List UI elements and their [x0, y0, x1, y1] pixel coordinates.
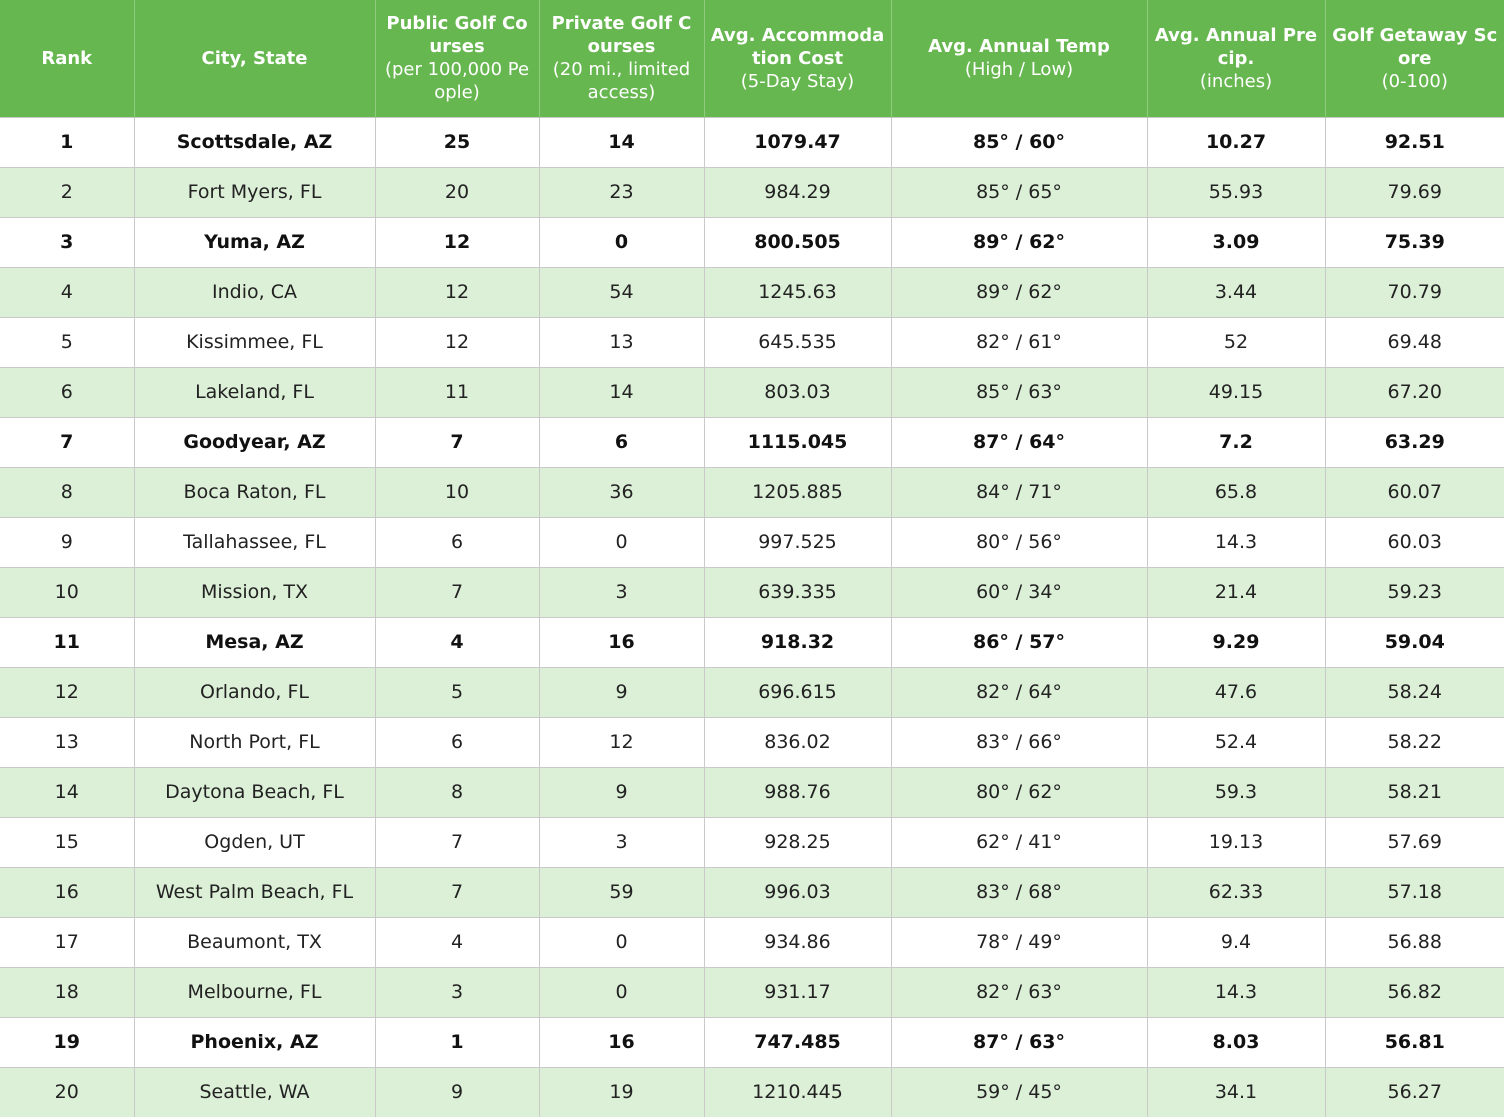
table-row [0, 267, 1504, 317]
public-courses-cell: 7 [375, 567, 539, 617]
rank-cell: 8 [0, 467, 134, 517]
private-courses-cell: 0 [539, 917, 704, 967]
rank-cell: 6 [0, 367, 134, 417]
header-annual-temp: Avg. Annual Temp (High / Low) [891, 0, 1147, 117]
city-cell: Ogden, UT [134, 817, 375, 867]
city-cell: Scottsdale, AZ [134, 117, 375, 167]
score-cell: 79.69 [1325, 167, 1504, 217]
private-courses-cell: 23 [539, 167, 704, 217]
city-cell: Daytona Beach, FL [134, 767, 375, 817]
rank-cell: 13 [0, 717, 134, 767]
rank-cell: 11 [0, 617, 134, 667]
table-row [0, 667, 1504, 717]
city-cell: Boca Raton, FL [134, 467, 375, 517]
city-cell: Yuma, AZ [134, 217, 375, 267]
accommodation-cost-cell: 747.485 [704, 1017, 891, 1067]
precip-cell: 65.8 [1147, 467, 1325, 517]
public-courses-cell: 5 [375, 667, 539, 717]
accommodation-cost-cell: 931.17 [704, 967, 891, 1017]
table-row [0, 967, 1504, 1017]
rank-cell: 4 [0, 267, 134, 317]
city-cell: Kissimmee, FL [134, 317, 375, 367]
city-cell: Orlando, FL [134, 667, 375, 717]
table-row [0, 867, 1504, 917]
temp-cell: 60° / 34° [891, 567, 1147, 617]
city-cell: Goodyear, AZ [134, 417, 375, 467]
precip-cell: 7.2 [1147, 417, 1325, 467]
precip-cell: 3.09 [1147, 217, 1325, 267]
private-courses-cell: 16 [539, 1017, 704, 1067]
precip-cell: 49.15 [1147, 367, 1325, 417]
temp-cell: 85° / 65° [891, 167, 1147, 217]
precip-cell: 59.3 [1147, 767, 1325, 817]
table-row [0, 767, 1504, 817]
public-courses-cell: 12 [375, 217, 539, 267]
city-cell: Beaumont, TX [134, 917, 375, 967]
table-row [0, 517, 1504, 567]
rank-cell: 10 [0, 567, 134, 617]
temp-cell: 62° / 41° [891, 817, 1147, 867]
city-cell: Mesa, AZ [134, 617, 375, 667]
temp-cell: 83° / 66° [891, 717, 1147, 767]
city-cell: Lakeland, FL [134, 367, 375, 417]
header-subtitle: (High / Low) [964, 59, 1074, 81]
score-cell: 69.48 [1325, 317, 1504, 367]
public-courses-cell: 10 [375, 467, 539, 517]
accommodation-cost-cell: 645.535 [704, 317, 891, 367]
table-row [0, 1067, 1504, 1117]
precip-cell: 55.93 [1147, 167, 1325, 217]
table-row [0, 467, 1504, 517]
rank-cell: 17 [0, 917, 134, 967]
precip-cell: 47.6 [1147, 667, 1325, 717]
rank-cell: 16 [0, 867, 134, 917]
precip-cell: 9.4 [1147, 917, 1325, 967]
private-courses-cell: 0 [539, 517, 704, 567]
header-subtitle: (0-100) [1381, 70, 1448, 92]
temp-cell: 80° / 62° [891, 767, 1147, 817]
rank-cell: 19 [0, 1017, 134, 1067]
header-subtitle: (20 mi., limited access) [552, 59, 691, 104]
header-public-courses: Public Golf Courses (per 100,000 People) [375, 0, 539, 117]
accommodation-cost-cell: 803.03 [704, 367, 891, 417]
public-courses-cell: 12 [375, 317, 539, 367]
score-cell: 58.21 [1325, 767, 1504, 817]
accommodation-cost-cell: 934.86 [704, 917, 891, 967]
table-header [0, 0, 1504, 117]
rank-cell: 18 [0, 967, 134, 1017]
table-row [0, 817, 1504, 867]
private-courses-cell: 59 [539, 867, 704, 917]
temp-cell: 59° / 45° [891, 1067, 1147, 1117]
precip-cell: 19.13 [1147, 817, 1325, 867]
precip-cell: 14.3 [1147, 517, 1325, 567]
temp-cell: 82° / 64° [891, 667, 1147, 717]
private-courses-cell: 19 [539, 1067, 704, 1117]
accommodation-cost-cell: 918.32 [704, 617, 891, 667]
public-courses-cell: 6 [375, 517, 539, 567]
private-courses-cell: 12 [539, 717, 704, 767]
score-cell: 56.82 [1325, 967, 1504, 1017]
private-courses-cell: 13 [539, 317, 704, 367]
precip-cell: 21.4 [1147, 567, 1325, 617]
table-row [0, 367, 1504, 417]
header-accommodation-cost: Avg. Accommodation Cost (5-Day Stay) [704, 0, 891, 117]
score-cell: 59.23 [1325, 567, 1504, 617]
rank-cell: 20 [0, 1067, 134, 1117]
private-courses-cell: 3 [539, 817, 704, 867]
score-cell: 57.18 [1325, 867, 1504, 917]
private-courses-cell: 6 [539, 417, 704, 467]
public-courses-cell: 11 [375, 367, 539, 417]
score-cell: 56.81 [1325, 1017, 1504, 1067]
accommodation-cost-cell: 1205.885 [704, 467, 891, 517]
header-private-courses: Private Golf Courses (20 mi., limited access) [539, 0, 704, 117]
score-cell: 56.88 [1325, 917, 1504, 967]
score-cell: 60.07 [1325, 467, 1504, 517]
rank-cell: 7 [0, 417, 134, 467]
table-row [0, 317, 1504, 367]
precip-cell: 52.4 [1147, 717, 1325, 767]
precip-cell: 52 [1147, 317, 1325, 367]
private-courses-cell: 9 [539, 767, 704, 817]
temp-cell: 80° / 56° [891, 517, 1147, 567]
table-row [0, 167, 1504, 217]
precip-cell: 3.44 [1147, 267, 1325, 317]
table-body [0, 117, 1504, 1117]
table-row [0, 917, 1504, 967]
accommodation-cost-cell: 988.76 [704, 767, 891, 817]
rank-cell: 15 [0, 817, 134, 867]
public-courses-cell: 3 [375, 967, 539, 1017]
city-cell: Melbourne, FL [134, 967, 375, 1017]
score-cell: 56.27 [1325, 1067, 1504, 1117]
accommodation-cost-cell: 984.29 [704, 167, 891, 217]
score-cell: 58.22 [1325, 717, 1504, 767]
public-courses-cell: 6 [375, 717, 539, 767]
accommodation-cost-cell: 800.505 [704, 217, 891, 267]
private-courses-cell: 3 [539, 567, 704, 617]
temp-cell: 89° / 62° [891, 267, 1147, 317]
rank-cell: 2 [0, 167, 134, 217]
temp-cell: 85° / 63° [891, 367, 1147, 417]
table-row [0, 1017, 1504, 1067]
temp-cell: 84° / 71° [891, 467, 1147, 517]
private-courses-cell: 54 [539, 267, 704, 317]
header-subtitle: (5-Day Stay) [740, 70, 855, 92]
score-cell: 70.79 [1325, 267, 1504, 317]
public-courses-cell: 12 [375, 267, 539, 317]
city-cell: North Port, FL [134, 717, 375, 767]
private-courses-cell: 14 [539, 367, 704, 417]
precip-cell: 10.27 [1147, 117, 1325, 167]
score-cell: 58.24 [1325, 667, 1504, 717]
table-row [0, 117, 1504, 167]
rank-cell: 5 [0, 317, 134, 367]
rank-cell: 12 [0, 667, 134, 717]
public-courses-cell: 25 [375, 117, 539, 167]
accommodation-cost-cell: 997.525 [704, 517, 891, 567]
public-courses-cell: 7 [375, 417, 539, 467]
score-cell: 60.03 [1325, 517, 1504, 567]
precip-cell: 8.03 [1147, 1017, 1325, 1067]
score-cell: 57.69 [1325, 817, 1504, 867]
temp-cell: 87° / 64° [891, 417, 1147, 467]
accommodation-cost-cell: 1079.47 [704, 117, 891, 167]
header-row [0, 0, 1504, 117]
score-cell: 63.29 [1325, 417, 1504, 467]
accommodation-cost-cell: 1115.045 [704, 417, 891, 467]
temp-cell: 87° / 63° [891, 1017, 1147, 1067]
city-cell: Seattle, WA [134, 1067, 375, 1117]
city-cell: Tallahassee, FL [134, 517, 375, 567]
temp-cell: 89° / 62° [891, 217, 1147, 267]
city-cell: West Palm Beach, FL [134, 867, 375, 917]
temp-cell: 82° / 63° [891, 967, 1147, 1017]
private-courses-cell: 0 [539, 967, 704, 1017]
city-cell: Indio, CA [134, 267, 375, 317]
public-courses-cell: 4 [375, 617, 539, 667]
temp-cell: 86° / 57° [891, 617, 1147, 667]
header-rank: Rank [0, 0, 134, 117]
city-cell: Fort Myers, FL [134, 167, 375, 217]
header-city-state: City, State [134, 0, 375, 117]
accommodation-cost-cell: 696.615 [704, 667, 891, 717]
public-courses-cell: 4 [375, 917, 539, 967]
precip-cell: 14.3 [1147, 967, 1325, 1017]
accommodation-cost-cell: 639.335 [704, 567, 891, 617]
table-row [0, 567, 1504, 617]
public-courses-cell: 20 [375, 167, 539, 217]
precip-cell: 62.33 [1147, 867, 1325, 917]
public-courses-cell: 1 [375, 1017, 539, 1067]
header-getaway-score: Golf Getaway Score (0-100) [1325, 0, 1504, 117]
table-row [0, 617, 1504, 667]
private-courses-cell: 16 [539, 617, 704, 667]
public-courses-cell: 7 [375, 867, 539, 917]
precip-cell: 9.29 [1147, 617, 1325, 667]
score-cell: 67.20 [1325, 367, 1504, 417]
header-subtitle: (inches) [1199, 70, 1273, 92]
precip-cell: 34.1 [1147, 1067, 1325, 1117]
private-courses-cell: 36 [539, 467, 704, 517]
city-cell: Phoenix, AZ [134, 1017, 375, 1067]
score-cell: 92.51 [1325, 117, 1504, 167]
private-courses-cell: 14 [539, 117, 704, 167]
rank-cell: 3 [0, 217, 134, 267]
table-row [0, 717, 1504, 767]
accommodation-cost-cell: 836.02 [704, 717, 891, 767]
temp-cell: 82° / 61° [891, 317, 1147, 367]
temp-cell: 78° / 49° [891, 917, 1147, 967]
accommodation-cost-cell: 1245.63 [704, 267, 891, 317]
header-subtitle: (per 100,000 People) [384, 59, 530, 104]
score-cell: 75.39 [1325, 217, 1504, 267]
temp-cell: 85° / 60° [891, 117, 1147, 167]
rank-cell: 14 [0, 767, 134, 817]
accommodation-cost-cell: 996.03 [704, 867, 891, 917]
table-row [0, 417, 1504, 467]
city-cell: Mission, TX [134, 567, 375, 617]
table-row [0, 217, 1504, 267]
public-courses-cell: 9 [375, 1067, 539, 1117]
rank-cell: 1 [0, 117, 134, 167]
score-cell: 59.04 [1325, 617, 1504, 667]
public-courses-cell: 7 [375, 817, 539, 867]
private-courses-cell: 9 [539, 667, 704, 717]
accommodation-cost-cell: 1210.445 [704, 1067, 891, 1117]
accommodation-cost-cell: 928.25 [704, 817, 891, 867]
rank-cell: 9 [0, 517, 134, 567]
header-annual-precip: Avg. Annual Precip. (inches) [1147, 0, 1325, 117]
temp-cell: 83° / 68° [891, 867, 1147, 917]
private-courses-cell: 0 [539, 217, 704, 267]
public-courses-cell: 8 [375, 767, 539, 817]
